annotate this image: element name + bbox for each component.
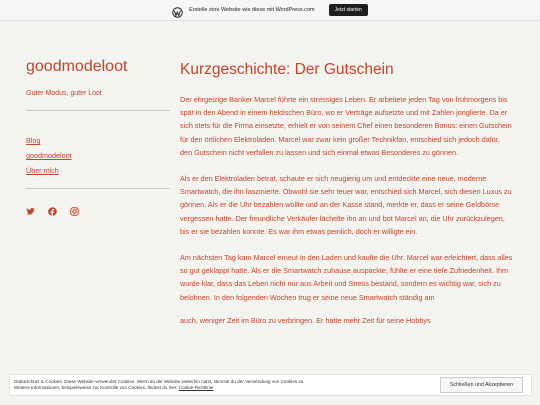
accept-cookies-button[interactable]: Schließen und Akzeptieren <box>440 377 523 393</box>
site-description: Guter Modus, guter Loot <box>26 90 102 97</box>
cookie-text-line2: Weitere Informationen, beispielsweise zur Kontrolle von Cookies, findest du hier: <box>14 385 179 390</box>
post-title[interactable]: Kurzgeschichte: Der Gutschein <box>180 61 394 78</box>
social-links <box>26 203 170 212</box>
nav-item-blog[interactable]: Blog <box>26 136 41 145</box>
instagram-icon[interactable] <box>70 203 79 212</box>
facebook-icon[interactable] <box>48 203 57 212</box>
twitter-icon[interactable] <box>26 203 35 212</box>
post-paragraph-3: Am nächsten Tag kam Marcel erneut in den Laden und kaufte die Uhr. Marcel war erleichtert, dass alles so gut geklappt hatte. Als er die Smartwatch zuhause auspackte, fühlte er eine tiefe Zufriedenheit. Ihm wurde klar, dass das Leben nicht nur aus Arbeit und Stress bestand, sondern es wichtig war, sich zu belohnen. In den folgenden Wochen trug er seine neue Smartwatch ständig am <box>180 253 513 302</box>
wordpress-logo-icon[interactable] <box>172 5 183 16</box>
promo-text: Erstelle eine Website wie diese mit WordPress.com <box>189 7 315 13</box>
sidebar-nav <box>26 133 170 178</box>
sidebar <box>26 58 170 212</box>
sidebar-divider <box>26 110 170 111</box>
site-title[interactable]: goodmodeloot <box>26 58 128 75</box>
post-paragraph-4: auch, weniger Zeit im Büro zu verbringen. Er hatte mehr Zeit für seine Hobbys <box>180 315 431 325</box>
cookie-text <box>14 379 394 391</box>
post-paragraph-1: Der ehrgeizige Banker Marcel führte ein stressiges Leben. Er arbeitete jeden Tag von frühmorgens bis spät in den Abend in einem hektischen Büro, wo er Verträge aufsetzte und mit Zahlen jonglierte. Da er sich stets für die Firma einsetzte, erhielt er von seinem Chef einen besonderen Bonus: einen Gutschein für den örtlichen Elektroladen. Marcel war zwar kein großer Technikfan, entschied sich jedoch dafür, den Gutschein nicht verfallen zu lassen und sich einmal etwas Besonderes zu gönnen. <box>180 95 512 157</box>
cookie-text-line1: Datenschutz & Cookies: Diese Website verwendet Cookies. Wenn du die Website weiterhin nutzt, stimmst du der Verwendung von Cookies zu. <box>14 379 305 384</box>
sidebar-divider-2 <box>26 188 170 189</box>
cookie-policy-link[interactable]: Cookie-Richtlinie <box>178 385 214 390</box>
article <box>180 60 513 327</box>
nav-item-goodmodeloot[interactable]: goodmodeloot <box>26 151 72 160</box>
wordpress-promo-bar <box>0 0 540 21</box>
post-paragraph-2: Als er den Elektroladen betrat, schaute er sich neugierig um und entdeckte eine neue, moderne Smartwatch, die ihn faszinierte. Obwohl sie sehr teuer war, entschied sich Marcel, sich diesen Luxus zu gönnen. Als er die Uhr bezahlen wollte und an der Kasse stand, merkte er, dass er seine Geldbörse vergessen hatte. Der freundliche Verkäufer lächelte ihn an und bot Marcel an, die Uhr zurückzulegen, bis er sie bezahlen konnte. Es war ihm etwas peinlich, doch er willigte ein. <box>180 174 512 236</box>
cookie-banner <box>9 374 532 396</box>
nav-item-ueber-mich[interactable]: Über mich <box>26 166 59 175</box>
start-now-button[interactable]: Jetzt starten <box>329 4 368 16</box>
